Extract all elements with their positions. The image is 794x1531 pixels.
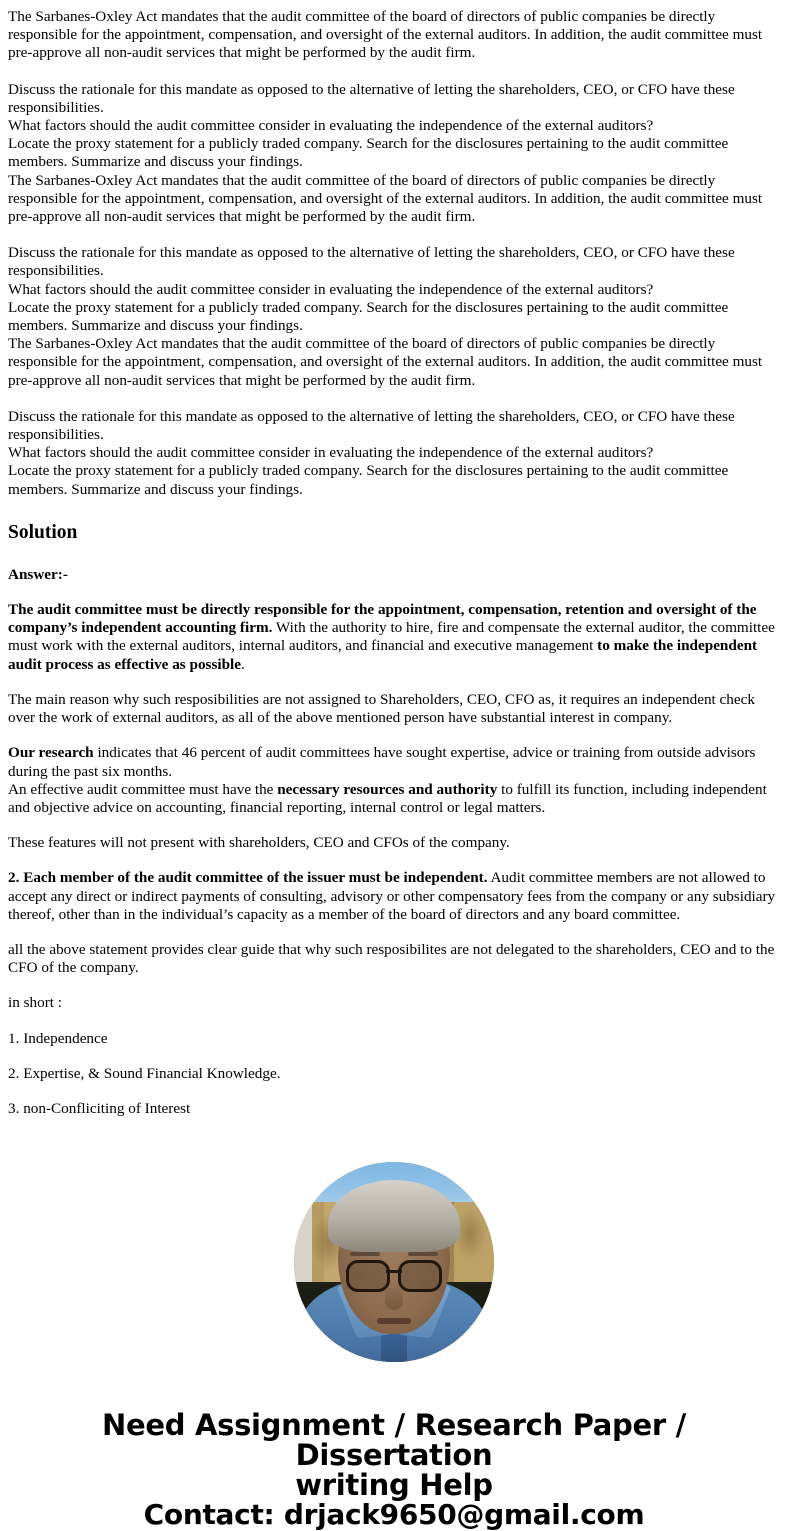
solution-bold-effective: to make the independent audit process as effective as possible (8, 637, 758, 673)
list-item: 2. Expertise, & Sound Financial Knowledge. (8, 1064, 281, 1082)
solution-bold-independent-member: 2. Each member of the audit committee of the issuer must be independent. (8, 869, 488, 887)
avatar-eyebrow-left (350, 1252, 380, 1256)
solution-para1-end: . (241, 655, 245, 673)
avatar-glasses-bridge (386, 1270, 402, 1273)
paragraph-spacer (8, 63, 780, 81)
solution-bold-resources: necessary resources and authority (277, 780, 498, 798)
list-spacer (8, 1083, 780, 1100)
promo-contact: Contact: drjack9650@gmail.com (143, 1498, 645, 1531)
avatar-container (8, 1162, 780, 1362)
task-proxy: Locate the proxy statement for a publicly traded company. Search for the disclosures pertaining to the audit committee members. Summarize and discuss your findings. (8, 135, 729, 171)
paragraph-mandate: The Sarbanes-Oxley Act mandates that the audit committee of the board of directors of public companies be directly responsible for the appointment, compensation, and oversight of the external auditors. In addition, the audit committee must pre-approve all non-audit services that might be performed by the audit firm. (8, 171, 763, 226)
task-factors: What factors should the audit committee consider in evaluating the independence of the external auditors? (8, 117, 654, 135)
paragraph-spacer (8, 1013, 780, 1030)
task-proxy: Locate the proxy statement for a publicly traded company. Search for the disclosures pertaining to the audit committee members. Summarize and discuss your findings. (8, 462, 729, 498)
paragraph-spacer (8, 674, 780, 691)
solution-para1-mid: With the authority to hire, fire and compensate the external auditor, the committee must work with the external auditors, internal auditors, and financial and executive management (8, 619, 775, 655)
paragraph-spacer (8, 817, 780, 834)
avatar (294, 1162, 494, 1362)
solution-bold-our-research: Our research (8, 744, 94, 762)
avatar-glasses-right-lens (398, 1260, 442, 1292)
solution-paragraph-1 (8, 601, 780, 674)
avatar-nose (385, 1284, 403, 1310)
paragraph-spacer (8, 727, 780, 744)
list-spacer (8, 1048, 780, 1065)
task-proxy: Locate the proxy statement for a publicly traded company. Search for the disclosures pertaining to the audit committee members. Summarize and discuss your findings. (8, 298, 729, 335)
question-block-2 (8, 172, 780, 336)
paragraph-spacer (8, 977, 780, 994)
promo-headline: Need Assignment / Research Paper / Dissertation (102, 1408, 686, 1473)
paragraph-mandate: The Sarbanes-Oxley Act mandates that the audit committee of the board of directors of public companies be directly responsible for the appointment, compensation, and oversight of the external auditors. In addition, the audit committee must pre-approve all non-audit services that might be performed by the audit firm. (8, 8, 763, 62)
solution-paragraph-2: The main reason why such resposibilities are not assigned to Shareholders, CEO, CFO as, it requires an independent check over the work of external auditors, as all of the above mentioned person have substantial interest in company. (8, 690, 755, 727)
solution-para4-start: An effective audit committee must have the (8, 780, 278, 798)
avatar-glasses-left-lens (346, 1260, 390, 1292)
list-item: 1. Independence (8, 1029, 108, 1047)
solution-paragraph-3 (8, 744, 780, 780)
task-factors: What factors should the audit committee consider in evaluating the independence of the external auditors? (8, 444, 654, 462)
solution-paragraph-6 (8, 869, 780, 924)
solution-heading: Solution (8, 521, 78, 543)
task-factors: What factors should the audit committee consider in evaluating the independence of the external auditors? (8, 280, 654, 298)
paragraph-spacer (8, 584, 780, 601)
paragraph-spacer (8, 390, 780, 408)
paragraph-spacer (8, 852, 780, 869)
solution-para3-rest: indicates that 46 percent of audit committees have sought expertise, advice or training from outside advisors during the past six months. (8, 744, 756, 780)
task-rationale: Discuss the rationale for this mandate as opposed to the alternative of letting the shareholders, CEO, or CFO have these responsibilities. (8, 244, 735, 280)
task-rationale: Discuss the rationale for this mandate as opposed to the alternative of letting the shareholders, CEO, or CFO have these responsibilities. (8, 407, 735, 444)
solution-para4-end: to fulfill its function, including independent and objective advice on accounting, financial reporting, internal control or legal matters. (8, 780, 767, 816)
in-short-label: in short : (8, 994, 63, 1012)
paragraph-mandate: The Sarbanes-Oxley Act mandates that the audit committee of the board of directors of public companies be directly responsible for the appointment, compensation, and oversight of the external auditors. In addition, the audit committee must pre-approve all non-audit services that might be performed by the audit firm. (8, 335, 763, 389)
question-block-3 (8, 335, 780, 499)
solution-paragraph-7: all the above statement provides clear guide that why such resposibilites are not delegated to the shareholders, CEO and to the CFO of the company. (8, 940, 775, 977)
promo-subheadline: writing Help (295, 1468, 493, 1503)
solution-paragraph-4 (8, 781, 780, 817)
solution-bold-responsibility: The audit committee must be directly responsible for the appointment, compensation, retention and oversight of the company’s independent accounting firm. (8, 601, 757, 637)
task-rationale: Discuss the rationale for this mandate as opposed to the alternative of letting the shareholders, CEO, or CFO have these responsibilities. (8, 80, 735, 116)
solution-para6-rest: Audit committee members are not allowed to accept any direct or indirect payments of consulting, advisory or other compensatory fees from the company or any subsidiary thereof, other than in the individual’s capacity as a member of the board of directors and any board committee. (8, 869, 776, 923)
avatar-eyebrow-right (408, 1252, 438, 1256)
answer-label: Answer:- (8, 565, 68, 583)
question-block-1 (8, 8, 780, 172)
paragraph-spacer (8, 226, 780, 244)
solution-paragraph-5: These features will not present with shareholders, CEO and CFOs of the company. (8, 834, 510, 852)
avatar-mouth (377, 1318, 411, 1324)
paragraph-spacer (8, 924, 780, 941)
list-item: 3. non-Confliciting of Interest (8, 1099, 191, 1117)
promo-footer (8, 1410, 780, 1530)
